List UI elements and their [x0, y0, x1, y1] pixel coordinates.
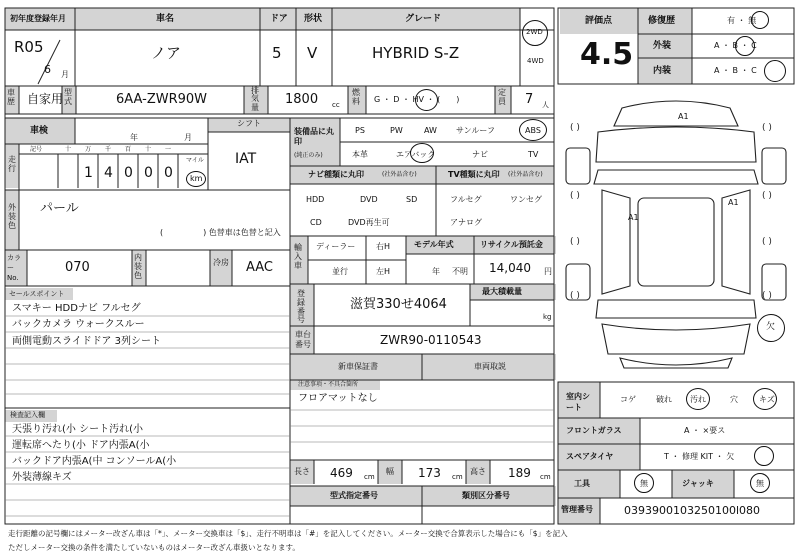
inspector-line: 天張り汚れ(小 シート汚れ(小: [12, 424, 143, 435]
management-value: 0393900103250100l080: [624, 504, 761, 517]
interior-seat-item: コゲ: [620, 395, 636, 404]
length-unit: cm: [364, 473, 375, 481]
registration-value: 滋賀330せ4064: [350, 297, 447, 312]
mileage-unit-km: km: [190, 174, 203, 183]
doors: 5: [272, 44, 282, 62]
chassis-value: ZWR90-0110543: [380, 333, 482, 347]
model-year-label: モデル年式: [414, 240, 454, 249]
recycle-value: 14,040: [489, 261, 531, 275]
mileage-label: 走行: [8, 155, 16, 173]
type-designation-label: 型式指定番号: [330, 491, 378, 500]
mileage-digit: 0: [124, 165, 133, 181]
mileage-digit: 1: [84, 165, 93, 181]
drive-4wd: 4WD: [527, 57, 544, 65]
interior-grade-selected: [764, 60, 786, 82]
interior-seat-item: キズ: [759, 395, 775, 404]
navi-sublabel: (社外品含む): [382, 171, 417, 178]
sales-point-line: スマキー HDDナビ フルセグ: [12, 303, 141, 314]
interior-seat-item: 穴: [730, 395, 738, 404]
import-dealer: ディーラー: [316, 242, 356, 251]
first-reg-year: R05: [14, 38, 44, 56]
mileage-digit-label-6: 一: [165, 146, 172, 153]
import-left: 左H: [376, 267, 391, 276]
svg-text:( ): ( ): [570, 123, 580, 133]
exterior-grade-options: A ・ B ・ C: [714, 41, 757, 50]
max-load-label: 最大積載量: [482, 287, 522, 296]
mileage-digit-label-0: 記号: [30, 146, 43, 153]
equipment-item: ABS: [525, 126, 541, 135]
interior-seat-item: 汚れ: [690, 395, 706, 404]
capacity-label: 定員: [498, 88, 506, 106]
svg-text:( ): ( ): [762, 191, 772, 201]
equipment-airbag-selected: [410, 143, 434, 163]
mileage-digit-label-4: 百: [125, 146, 132, 153]
windshield-label: フロントガラス: [566, 426, 622, 435]
fuel-selected: [415, 89, 438, 111]
car-name: ノア: [151, 44, 182, 62]
interior-color-label: 内装色: [134, 253, 142, 280]
color-value: パール: [40, 201, 79, 216]
height-value: 189: [508, 466, 531, 480]
mileage-digit-label-2: 万: [85, 146, 92, 153]
shape: V: [307, 44, 318, 62]
inspector-line: バックドア内張A(中 コンソールA(小: [12, 456, 177, 467]
height-label: 高さ: [470, 467, 486, 476]
tv-item: ワンセグ: [510, 195, 542, 204]
repair-history-label: 修復歴: [648, 16, 676, 26]
equipment-item: ナビ: [472, 150, 488, 159]
aircon-label: 冷房: [213, 258, 229, 267]
color-no-value: 070: [65, 260, 90, 275]
exterior-grade-selected: [735, 36, 755, 56]
spare-tire-label: スペアタイヤ: [566, 452, 614, 461]
equipment-item: PW: [390, 126, 403, 135]
equipment-item: サンルーフ: [456, 126, 495, 135]
score-label: 評価点: [585, 16, 613, 26]
interior-seat-label: 室内シート: [566, 392, 590, 413]
equipment-item: AW: [424, 126, 437, 135]
notes-text: フロアマットなし: [298, 393, 378, 404]
interior-grade-label: 内装: [653, 66, 672, 76]
shift-label: シフト: [237, 119, 261, 128]
first-reg-label: 初年度登録年月: [10, 14, 66, 23]
fuel-label: 燃料: [352, 88, 360, 106]
width-value: 173: [418, 466, 441, 480]
tools-label: 工具: [574, 479, 590, 488]
chassis-label: 車台番号: [295, 330, 311, 349]
recycle-unit: 円: [544, 267, 552, 276]
diagram-a1-right: A1: [728, 198, 739, 207]
footer-line2: ただしメーター交換の条件を満たしていないものはメーター改ざん車扱いとなります。: [8, 543, 300, 552]
navi-item: HDD: [306, 195, 325, 204]
warranty-new-car: 新車保証書: [338, 362, 378, 371]
repair-history-options: 有 ・ 無: [727, 16, 757, 25]
sales-points-label: セールスポイント: [9, 290, 65, 298]
mileage-unit-mile: マイル: [186, 157, 204, 164]
svg-text:( ): ( ): [762, 291, 772, 301]
diagram-missing-label: 欠: [766, 322, 776, 332]
use-value: 自家用: [27, 92, 64, 106]
displacement-unit: cc: [332, 101, 340, 109]
car-name-label: 車名: [156, 14, 175, 24]
mileage-digit-label-3: 千: [105, 146, 112, 153]
length-value: 469: [330, 466, 353, 480]
shape-label: 形状: [304, 14, 323, 24]
mileage-digit: 0: [144, 165, 153, 181]
diagram-a1-left: A1: [628, 213, 639, 222]
navi-label: ナビ種類に丸印: [308, 170, 364, 179]
capacity-value: 7: [525, 92, 534, 107]
equipment-item: 本革: [352, 150, 368, 159]
model-value: 6AA-ZWR90W: [116, 92, 208, 107]
navi-item: CD: [310, 218, 322, 227]
import-right: 右H: [376, 242, 391, 251]
registration-label: 登録番号: [297, 289, 305, 325]
drive-2wd: 2WD: [526, 28, 543, 36]
mileage-digit: 0: [164, 165, 173, 181]
inspector-line: 外装薄線キズ: [12, 472, 72, 483]
use-label: 車歴: [7, 88, 15, 106]
import-label: 輸入車: [294, 243, 302, 271]
import-parallel: 並行: [332, 267, 348, 276]
inspection-year-unit: 年: [130, 133, 138, 142]
inspection-label: 車検: [30, 126, 49, 136]
sales-point-line: 両側電動スライドドア 3列シート: [12, 336, 161, 347]
svg-text:( ): ( ): [762, 123, 772, 133]
notes-label: 注意事項・不具合箇所: [298, 381, 359, 388]
door-label: ドア: [270, 14, 288, 24]
fuel-options: G ・ D ・ HV ・ ( ): [374, 95, 460, 104]
category-label: 類別区分番号: [462, 491, 510, 500]
tv-item: アナログ: [450, 218, 482, 227]
width-unit: cm: [452, 473, 463, 481]
displacement-label: 排気量: [251, 86, 259, 112]
management-label: 管理番号: [561, 505, 593, 514]
color-label: 外装色: [8, 203, 16, 230]
footer-line1: 走行距離の記号欄にはメーター改ざん車は「*」、メーター交換車は「$」、走行不明車は「#」を記入してください。メーター交換で合算表示した場合にも「$」を記入: [8, 529, 568, 538]
recycle-label: リサイクル預託金: [480, 240, 543, 249]
shift-value: IAT: [235, 151, 257, 167]
displacement-value: 1800: [285, 92, 319, 107]
model-year-unit: 年: [432, 267, 440, 276]
interior-seat-item: 破れ: [656, 395, 672, 404]
capacity-unit: 人: [542, 101, 549, 109]
first-reg-month-unit: 月: [61, 70, 69, 79]
inspector-label: 検査記入欄: [10, 411, 45, 419]
first-reg-month: 6: [44, 63, 51, 76]
warranty-manual: 車両取説: [474, 362, 506, 371]
svg-text:( ): ( ): [570, 291, 580, 301]
navi-item: SD: [406, 195, 418, 204]
grade: HYBRID S-Z: [372, 44, 460, 62]
exterior-grade-label: 外装: [653, 41, 672, 51]
length-label: 長さ: [294, 467, 310, 476]
tv-item: フルセグ: [450, 195, 482, 204]
equipment-item: TV: [528, 150, 539, 159]
inspector-line: 運転席へたり(小 ドア内張A(小: [12, 440, 150, 451]
grade-label: グレード: [405, 14, 442, 24]
repair-history-selected: [751, 11, 769, 29]
inspection-month-unit: 月: [184, 133, 192, 142]
height-unit: cm: [540, 473, 551, 481]
equipment-item: PS: [355, 126, 365, 135]
score-value: 4.5: [580, 37, 634, 72]
color-note: ( ) 色替車は色替と記入: [160, 228, 281, 237]
model-label: 型式: [64, 88, 72, 106]
equipment-sublabel: (純正のみ): [294, 152, 323, 159]
svg-text:( ): ( ): [570, 237, 580, 247]
color-no-label: カラーNo.: [7, 254, 21, 282]
mileage-digit-label-5: 十: [145, 146, 152, 153]
interior-seat-dirt-selected: [686, 388, 710, 410]
max-load-unit: kg: [543, 313, 552, 321]
navi-item: DVD: [360, 195, 378, 204]
equipment-label: 装備品に丸印: [294, 127, 334, 147]
sales-point-line: バックカメラ ウォークスルー: [12, 319, 145, 330]
equipment-abs-selected: [519, 119, 547, 141]
tv-label: TV種類に丸印: [448, 170, 500, 179]
svg-text:( ): ( ): [762, 237, 772, 247]
spare-tire-options: T ・ 修理 KIT ・ 欠: [664, 452, 735, 461]
jack-label: ジャッキ: [682, 479, 714, 488]
interior-grade-options: A ・ B ・ C: [714, 66, 757, 75]
navi-item: DVD再生可: [348, 218, 390, 227]
tv-sublabel: (社外品含む): [508, 171, 543, 178]
mileage-digit-label-1: 十: [65, 146, 72, 153]
car-damage-diagram: [558, 86, 794, 382]
tools-value: 無: [640, 479, 648, 488]
width-label: 幅: [386, 467, 394, 476]
svg-text:( ): ( ): [570, 191, 580, 201]
equipment-item: エアバック: [396, 150, 436, 159]
aircon-value: AAC: [246, 260, 273, 275]
windshield-options: A ・ ×要ス: [684, 426, 726, 435]
interior-seat-scratch-selected: [753, 388, 777, 410]
diagram-a1-top: A1: [678, 112, 689, 121]
jack-value: 無: [756, 479, 764, 488]
mileage-digit: 4: [104, 165, 113, 181]
spare-tire-selected: [754, 446, 774, 466]
model-year-unknown: 不明: [452, 267, 468, 276]
